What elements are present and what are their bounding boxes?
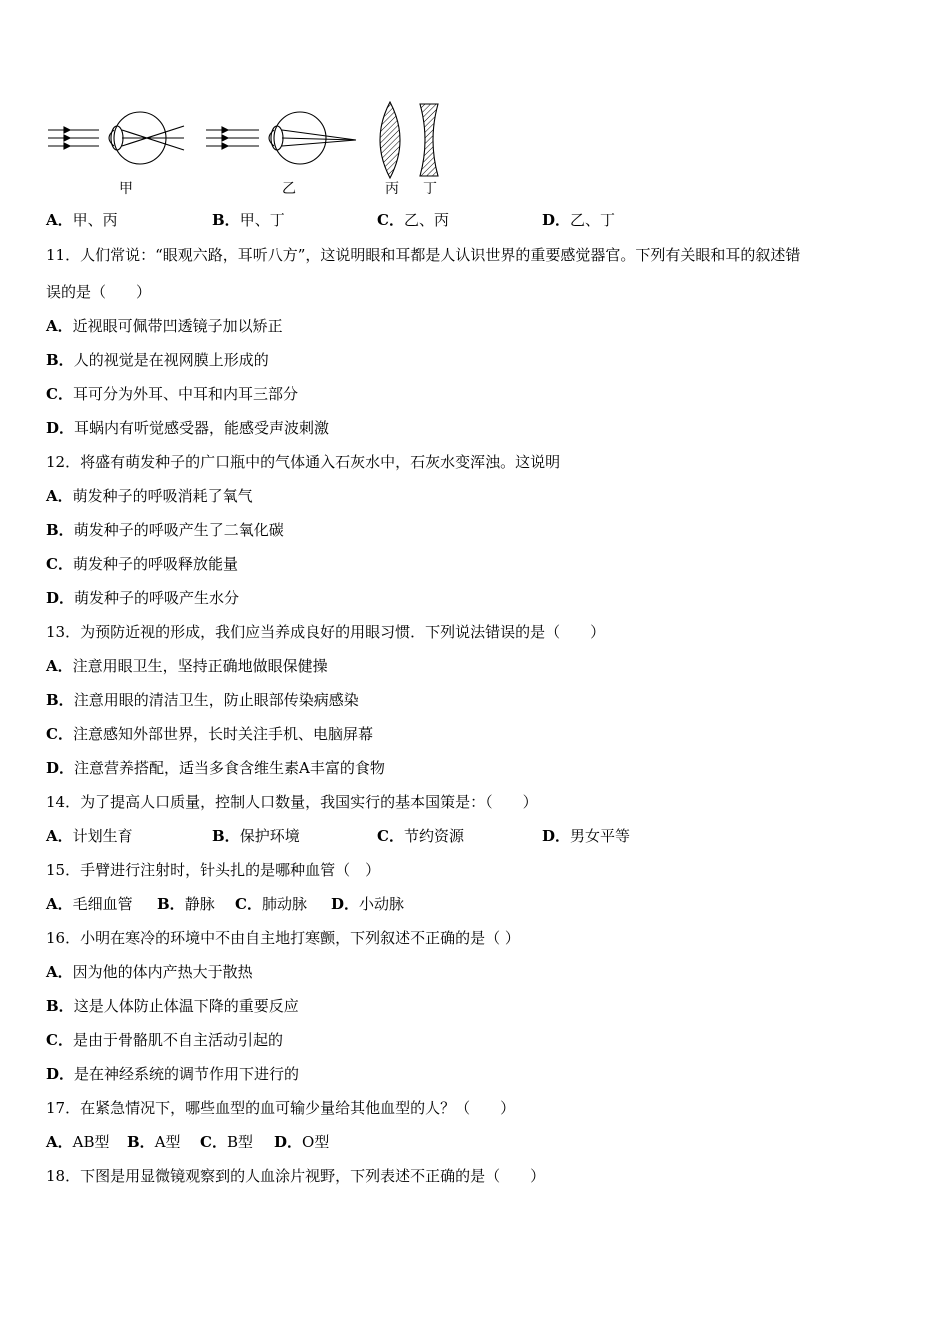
figure-label-yi: 乙	[282, 181, 296, 197]
eye-diagram-jia	[48, 112, 184, 164]
q12-option-c: C．萌发种子的呼吸释放能量	[46, 555, 238, 573]
q15-option-a: A．毛细血管	[46, 895, 133, 913]
q16-option-b: B．这是人体防止体温下降的重要反应	[46, 997, 299, 1015]
q14-option-d: D．男女平等	[542, 827, 631, 845]
q15-option-b: B．静脉	[157, 895, 215, 913]
q12-stem: 12．将盛有萌发种子的广口瓶中的气体通入石灰水中，石灰水变浑浊。这说明	[46, 453, 561, 471]
q12-option-b: B．萌发种子的呼吸产生了二氧化碳	[46, 521, 284, 539]
q16-stem: 16．小明在寒冷的环境中不由自主地打寒颤，下列叙述不正确的是（ ）	[46, 929, 520, 947]
q14-option-a: A．计划生育	[46, 827, 133, 845]
eye-diagram-yi	[206, 112, 356, 164]
q10-option-c: C．乙、丙	[377, 211, 449, 229]
q15-option-d: D．小动脉	[331, 895, 405, 913]
q16-option-c: C．是由于骨骼肌不自主活动引起的	[46, 1031, 283, 1049]
q17-option-d: D．O型	[274, 1133, 330, 1151]
q13-option-a: A．注意用眼卫生，坚持正确地做眼保健操	[46, 657, 328, 675]
q11-option-b: B．人的视觉是在视网膜上形成的	[46, 351, 269, 369]
figure-label-jia: 甲	[119, 181, 133, 197]
q11-option-a: A．近视眼可佩带凹透镜子加以矫正	[46, 317, 283, 335]
q13-stem: 13．为预防近视的形成，我们应当养成良好的用眼习惯．下列说法错误的是（ ）	[46, 623, 606, 641]
q17-stem: 17．在紧急情况下，哪些血型的血可输少量给其他血型的人？（ ）	[46, 1099, 516, 1117]
q13-option-c: C．注意感知外部世界，长时关注手机、电脑屏幕	[46, 725, 373, 743]
q12-option-a: A．萌发种子的呼吸消耗了氧气	[46, 487, 253, 505]
eye-lens-diagram	[44, 100, 454, 200]
q13-option-d: D．注意营养搭配，适当多食含维生素A丰富的食物	[46, 759, 385, 777]
q10-option-b: B．甲、丁	[212, 211, 285, 229]
q12-option-d: D．萌发种子的呼吸产生水分	[46, 589, 240, 607]
q16-option-a: A．因为他的体内产热大于散热	[46, 963, 253, 981]
q15-stem: 15．手臂进行注射时，针头扎的是哪种血管（ ）	[46, 861, 381, 879]
q13-option-b: B．注意用眼的清洁卫生，防止眼部传染病感染	[46, 691, 359, 709]
q11-stem-line1: 11．人们常说：“眼观六路，耳听八方”，这说明眼和耳都是人认识世界的重要感觉器官。下列有关眼和耳的叙述错	[46, 246, 801, 264]
q10-option-d: D．乙、丁	[542, 211, 616, 229]
q18-stem: 18．下图是用显微镜观察到的人血涂片视野，下列表述不正确的是（ ）	[46, 1167, 546, 1185]
q14-option-c: C．节约资源	[377, 827, 464, 845]
concave-lens-ding	[420, 104, 438, 176]
figure-label-bing: 丙	[385, 181, 399, 197]
q11-option-d: D．耳蜗内有听觉感受器，能感受声波刺激	[46, 419, 330, 437]
q11-stem-line2: 误的是（ ）	[46, 283, 152, 301]
eye-lens-figure	[44, 100, 454, 200]
q10-option-a: A．甲、丙	[46, 211, 118, 229]
q11-option-c: C．耳可分为外耳、中耳和内耳三部分	[46, 385, 298, 403]
figure-label-ding: 丁	[423, 181, 437, 197]
convex-lens-bing	[380, 102, 400, 178]
q17-option-a: A．AB型	[46, 1133, 110, 1151]
q17-option-c: C．B型	[200, 1133, 253, 1151]
q14-stem: 14．为了提高人口质量，控制人口数量，我国实行的基本国策是：（ ）	[46, 793, 538, 811]
q15-option-c: C．肺动脉	[235, 895, 307, 913]
q16-option-d: D．是在神经系统的调节作用下进行的	[46, 1065, 300, 1083]
q17-option-b: B．A型	[127, 1133, 181, 1151]
q14-option-b: B．保护环境	[212, 827, 300, 845]
